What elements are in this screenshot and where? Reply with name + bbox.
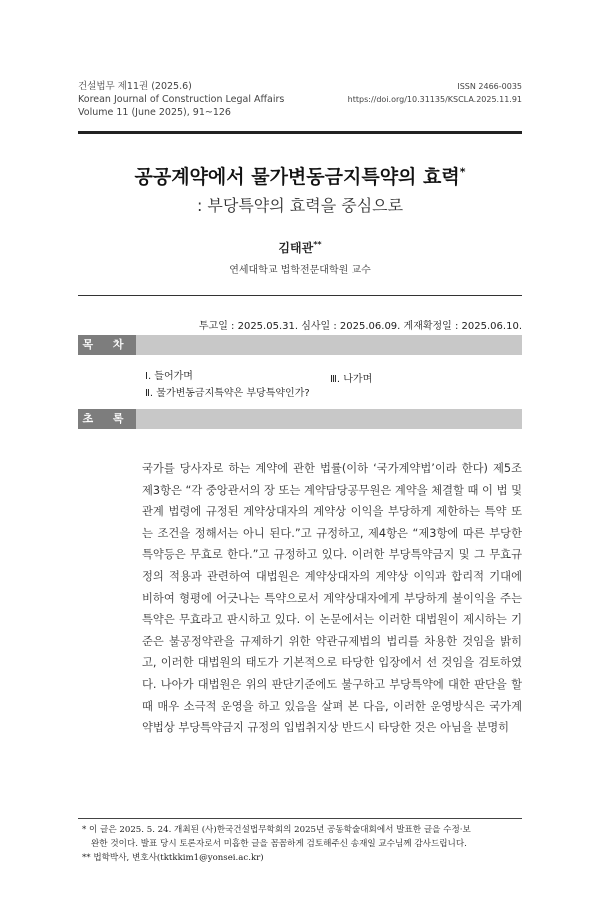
journal-volume: Volume 11 (June 2025), 91~126: [78, 107, 231, 118]
article-title: 공공계약에서 물가변동금지특약의 효력*: [134, 165, 466, 188]
toc-header-bar: [78, 335, 522, 355]
divider: [78, 295, 522, 296]
footnote-2: ** 법학박사, 변호사(tktkkim1@yonsei.ac.kr): [82, 853, 264, 863]
doi-link[interactable]: https://doi.org/10.31135/KSCLA.2025.11.91: [347, 95, 522, 104]
abstract-header-bar: [78, 409, 522, 429]
author-footnote-mark: **: [313, 240, 322, 249]
toc-label: 목 차: [78, 335, 136, 355]
journal-header: [78, 80, 284, 119]
journal-name-ko: 건설법무 제11권 (2025.6): [78, 81, 192, 92]
submission-dates: 투고일 : 2025.05.31. 심사일 : 2025.06.09. 게재확정일 : 2025.06.10.: [198, 321, 522, 332]
header-rule: [78, 131, 522, 134]
journal-identifiers: [348, 80, 522, 106]
footnotes: [82, 823, 522, 865]
footnote-rule: [78, 818, 522, 819]
issn: ISSN 2466-0035: [457, 82, 522, 91]
footnote-1-cont: 완한 것이다. 발표 당시 토론자로서 미흡한 글을 꼼꼼하게 검토해주신 송재일 교수님께 감사드립니다.: [91, 839, 467, 849]
author-name: 김태관**: [278, 240, 322, 255]
toc-item[interactable]: Ⅲ. 나가며: [330, 374, 373, 385]
toc-item[interactable]: Ⅰ. 들어가며: [145, 371, 193, 382]
title-footnote-mark: *: [459, 165, 466, 179]
journal-name-en: Korean Journal of Construction Legal Affairs: [78, 94, 285, 105]
footnote-1: * 이 글은 2025. 5. 24. 개최된 (사)한국건설법무학회의 2025년 공동학술대회에서 발표한 글을 수정·보: [82, 825, 471, 835]
abstract-label: 초 록: [78, 409, 136, 429]
article-subtitle: : 부당특약의 효력을 중심으로: [196, 196, 404, 215]
author-affiliation: 연세대학교 법학전문대학원 교수: [229, 265, 371, 276]
abstract-body: 국가를 당사자로 하는 계약에 관한 법률(이하 ‘국가계약법’이라 한다) 제5조 제3항은 “각 중앙관서의 장 또는 계약담당공무원은 계약을 체결할 때 이 법 및 관계 법령에 규정된 계약상대자의 계약상 이익을 부당하게 제한하는 특약 또는 조건을 정해서는 아니 된다.”고 규정하고, 제4항은 “제3항에 따른 부당한 특약등은 무효로 한다.”고 규정하고 있다. 이러한 부당특약금지 및 그 무효규정의 적용과 관련하여 대법원은 계약상대자의 계약상 이익과 합리적 기대에 비하여 형평에 어긋나는 특약으로서 계약상대자에게 부당하게 불이익을 주는 특약은 무효라고 판시하고 있다. 이 논문에서는 이러한 대법원이 제시하는 기준은 불공정약관을 규제하기 위한 약관규제법의 법리를 차용한 것임을 밝히고, 이러한 대법원의 태도가 기본적으로 타당한 입장에서 선 것임을 검토하였다. 나아가 대법원은 위의 판단기준에도 불구하고 부당특약에 대한 판단을 할 때 매우 소극적 운영을 하고 있음을 살펴 본 다음, 이러한 운영방식은 국가계약법상 부당특약금지 규정의 입법취지상 반드시 타당한 것은 아님을 분명히: [142, 462, 522, 735]
toc-item[interactable]: Ⅱ. 물가변동금지특약은 부당특약인가?: [145, 388, 310, 399]
